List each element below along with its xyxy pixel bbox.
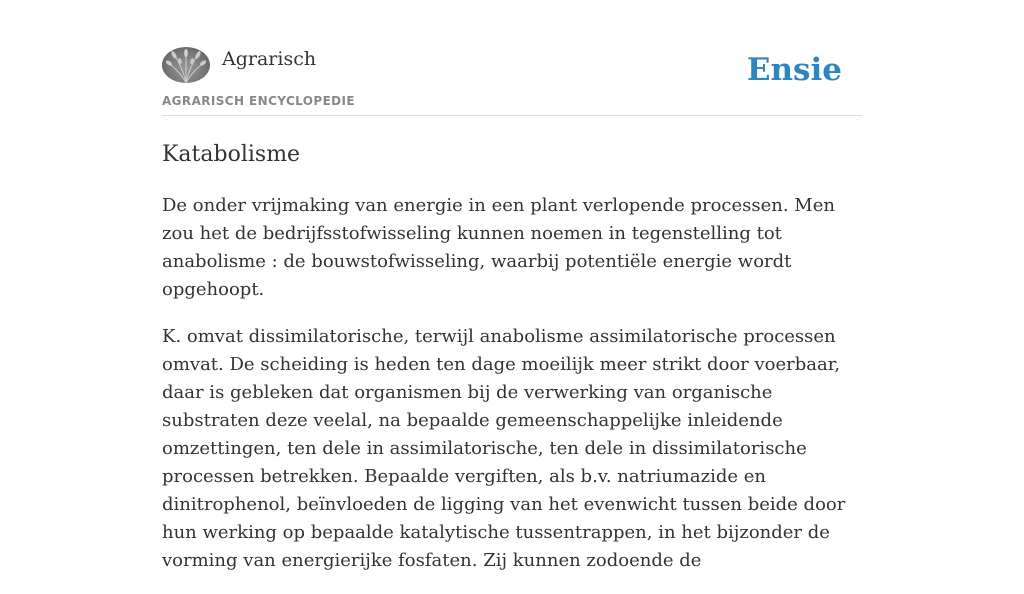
article-title: Katabolisme <box>162 142 301 167</box>
article-paragraph: De onder vrijmaking van energie in een plant verlopende processen. Men zou het de bedrijfsstofwisseling kunnen noemen in tegenstelling tot anabolisme : de bouwstofwisseling, waarbij potentiële energie wordt opgehoopt. <box>162 195 835 300</box>
article-header <box>162 45 862 116</box>
brand-logo[interactable]: Ensie <box>746 52 842 88</box>
source-name[interactable]: Agrarisch <box>222 48 317 70</box>
wheat-thumbnail-icon[interactable] <box>162 47 210 83</box>
article-body <box>162 192 867 594</box>
article-paragraph: K. omvat dissimilatorische, terwijl anabolisme assimilatorische processen omvat. De scheiding is heden ten dage moeilijk meer strikt door voerbaar, daar is gebleken dat organismen bij de verwerking van organische substraten deze veelal, na bepaalde gemeenschappelijke inleidende omzettingen, ten dele in assimilatorische, ten dele in dissimilatorische processen betrekken. Bepaalde vergiften, als b.v. natriumazide en dinitrophenol, beïnvloeden de ligging van het evenwicht tussen beide door hun werking op bepaalde katalytische tussentrappen, in het bijzonder de vorming van energierijke fosfaten. Zij kunnen zodoende de <box>162 326 846 571</box>
source-caption: AGRARISCH ENCYCLOPEDIE <box>162 94 355 108</box>
